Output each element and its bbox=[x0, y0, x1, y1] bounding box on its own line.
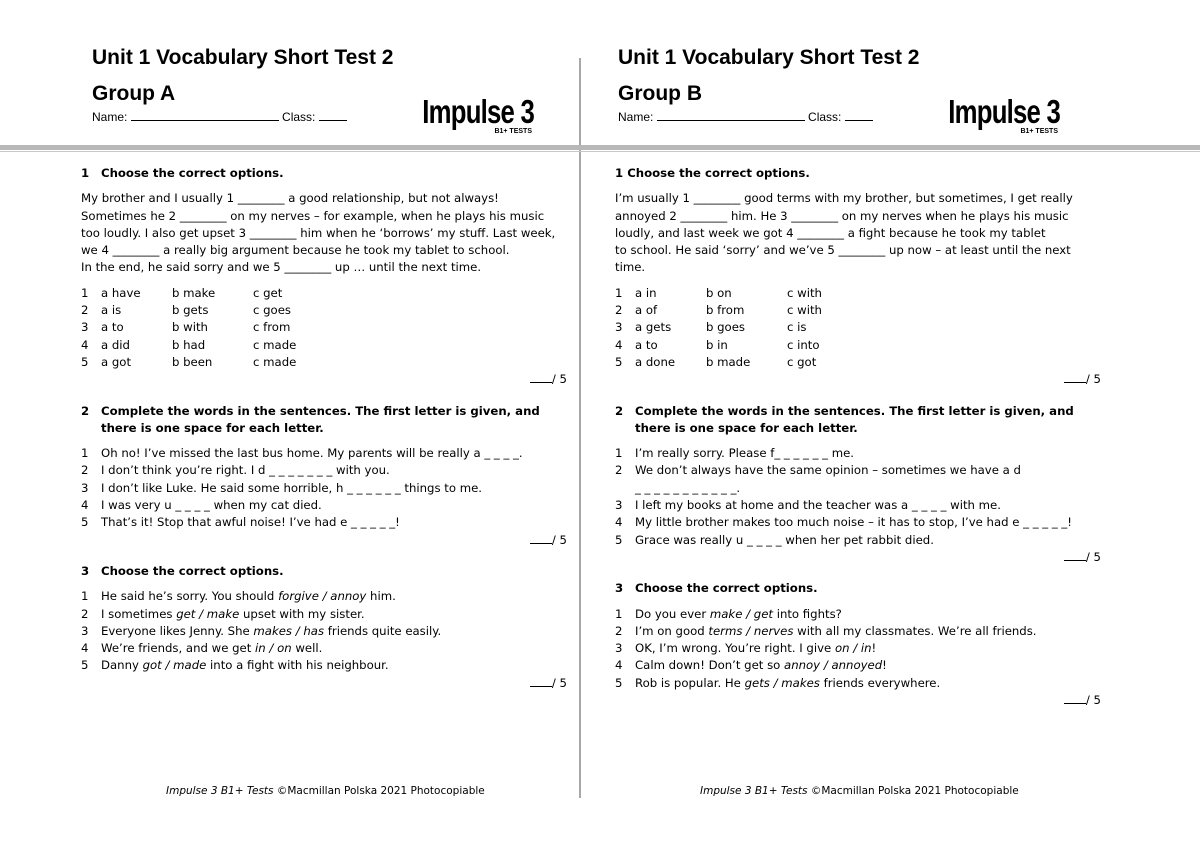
list-item: 1 He said he’s sorry. You should forgive / annoy him. bbox=[81, 589, 396, 604]
name-label: Name: bbox=[618, 110, 654, 124]
exercise-1-instruction: 1 Choose the correct options. bbox=[615, 166, 810, 180]
list-item: 5 That’s it! Stop that awful noise! I’ve had e _ _ _ _ _! bbox=[81, 515, 400, 530]
list-item: 2 I don’t think you’re right. I d _ _ _ _ _ _ _ with you. bbox=[81, 463, 390, 478]
footer: Impulse 3 B1+ Tests ©Macmillan Polska 2021 Photocopiable bbox=[700, 785, 1019, 797]
exercises bbox=[615, 165, 1105, 709]
exercise-1-options bbox=[81, 285, 571, 371]
exercise-2-items bbox=[615, 445, 1105, 549]
footer: Impulse 3 B1+ Tests ©Macmillan Polska 2021 Photocopiable bbox=[166, 785, 485, 797]
exercise-2-items bbox=[81, 445, 571, 531]
class-field[interactable] bbox=[319, 109, 347, 121]
list-item: 3 Everyone likes Jenny. She makes / has friends quite easily. bbox=[81, 623, 442, 638]
class-label: Class: bbox=[808, 110, 842, 124]
option-row: 4 a did b had c made bbox=[81, 337, 297, 352]
impulse-logo bbox=[890, 93, 1060, 136]
list-item: 4 We’re friends, and we get in / on well. bbox=[81, 641, 323, 656]
option-row: 1 a in b on c with bbox=[615, 285, 822, 300]
exercises bbox=[81, 165, 571, 692]
option-row: 1 a have b make c get bbox=[81, 285, 283, 300]
exercise-3-instruction: 3 Choose the correct options. bbox=[615, 581, 818, 596]
exercise-1-score: / 5 bbox=[615, 371, 1105, 388]
list-item: 5 Danny got / made into a fight with his neighbour. bbox=[81, 658, 389, 673]
option-row: 4 a to b in c into bbox=[615, 337, 820, 352]
logo-text: Impulse 3 bbox=[422, 93, 534, 130]
list-item: 1 Do you ever make / get into fights? bbox=[615, 606, 842, 621]
exercise-3-score: / 5 bbox=[81, 675, 571, 692]
list-item: 4 My little brother makes too much noise – it has to stop, I’ve had e _ _ _ _ _! bbox=[615, 515, 1072, 530]
exercise-1-paragraph: My brother and I usually 1 ________ a good relationship, but not always! Sometimes he 2 ________ on my nerves – for example, when he plays his music too loudly. I also get upset 3 ________ him when he ‘borrows’ my stuff. Last week, we 4 ________ a really big argument because he took my tablet to school. In the end, he said sorry and we 5 ________ up … until the next time. bbox=[81, 191, 556, 275]
list-item: 4 I was very u _ _ _ _ when my cat died. bbox=[81, 498, 322, 513]
exercise-1-score: / 5 bbox=[81, 371, 571, 388]
option-row: 3 a gets b goes c is bbox=[615, 320, 807, 335]
logo-text: Impulse 3 bbox=[948, 93, 1060, 130]
exercise-3-items bbox=[615, 606, 1105, 692]
test-group-b bbox=[600, 0, 1200, 849]
logo-subtitle: B1+ TESTS bbox=[494, 128, 532, 135]
list-item: 5 Grace was really u _ _ _ _ when her pet rabbit died. bbox=[615, 532, 934, 547]
list-item: 1 I’m really sorry. Please f_ _ _ _ _ _ me. bbox=[615, 446, 855, 461]
group-heading: Group A bbox=[92, 82, 176, 105]
option-row: 5 a done b made c got bbox=[615, 354, 817, 369]
name-class-row bbox=[618, 109, 873, 124]
name-label: Name: bbox=[92, 110, 128, 124]
option-row: 2 a of b from c with bbox=[615, 303, 822, 318]
option-row: 3 a to b with c from bbox=[81, 320, 291, 335]
group-heading: Group B bbox=[618, 82, 702, 105]
option-row: 2 a is b gets c goes bbox=[81, 303, 291, 318]
header-rule bbox=[0, 145, 1200, 150]
list-item: 2 We don’t always have the same opinion – sometimes we have a d _ _ _ _ _ _ _ _ _ _ _. bbox=[615, 463, 1021, 495]
header-rule-thin bbox=[0, 151, 1200, 152]
list-item: 1 Oh no! I’ve missed the last bus home. My parents will be really a _ _ _ _. bbox=[81, 446, 523, 461]
page-divider bbox=[579, 58, 581, 798]
page-title: Unit 1 Vocabulary Short Test 2 bbox=[618, 46, 920, 69]
list-item: 3 I left my books at home and the teacher was a _ _ _ _ with me. bbox=[615, 498, 1001, 513]
class-field[interactable] bbox=[845, 109, 873, 121]
list-item: 2 I sometimes get / make upset with my sister. bbox=[81, 606, 365, 621]
exercise-2-instruction: 2 Complete the words in the sentences. The first letter is given, and there is one space for each letter. bbox=[615, 403, 1074, 435]
exercise-1-paragraph: I’m usually 1 ________ good terms with my brother, but sometimes, I get really annoyed 2 ________ him. He 3 ________ on my nerves when he plays his music loudly, and last week we got 4 ________ a fight because he took my tablet to school. He said ‘sorry’ and we’ve 5 ________ up now – at least until the next time. bbox=[615, 191, 1073, 275]
option-row: 5 a got b been c made bbox=[81, 354, 297, 369]
exercise-3-score: / 5 bbox=[615, 692, 1105, 709]
class-label: Class: bbox=[282, 110, 316, 124]
list-item: 2 I’m on good terms / nerves with all my classmates. We’re all friends. bbox=[615, 623, 1037, 638]
list-item: 3 OK, I’m wrong. You’re right. I give on / in! bbox=[615, 641, 877, 656]
exercise-2-score: / 5 bbox=[615, 549, 1105, 566]
impulse-logo bbox=[364, 93, 534, 136]
exercise-2-instruction: 2 Complete the words in the sentences. The first letter is given, and there is one space for each letter. bbox=[81, 403, 540, 435]
name-field[interactable] bbox=[131, 109, 279, 121]
exercise-1-options bbox=[615, 285, 1105, 371]
exercise-1-instruction: 1 Choose the correct options. bbox=[81, 166, 284, 180]
exercise-3-items bbox=[81, 588, 571, 674]
list-item: 5 Rob is popular. He gets / makes friends everywhere. bbox=[615, 675, 941, 690]
list-item: 3 I don’t like Luke. He said some horrible, h _ _ _ _ _ _ things to me. bbox=[81, 480, 483, 495]
logo-subtitle: B1+ TESTS bbox=[1020, 128, 1058, 135]
list-item: 4 Calm down! Don’t get so annoy / annoyed! bbox=[615, 658, 887, 673]
exercise-2-score: / 5 bbox=[81, 532, 571, 549]
exercise-3-instruction: 3 Choose the correct options. bbox=[81, 563, 284, 578]
name-field[interactable] bbox=[657, 109, 805, 121]
page-title: Unit 1 Vocabulary Short Test 2 bbox=[92, 46, 394, 69]
name-class-row bbox=[92, 109, 347, 124]
